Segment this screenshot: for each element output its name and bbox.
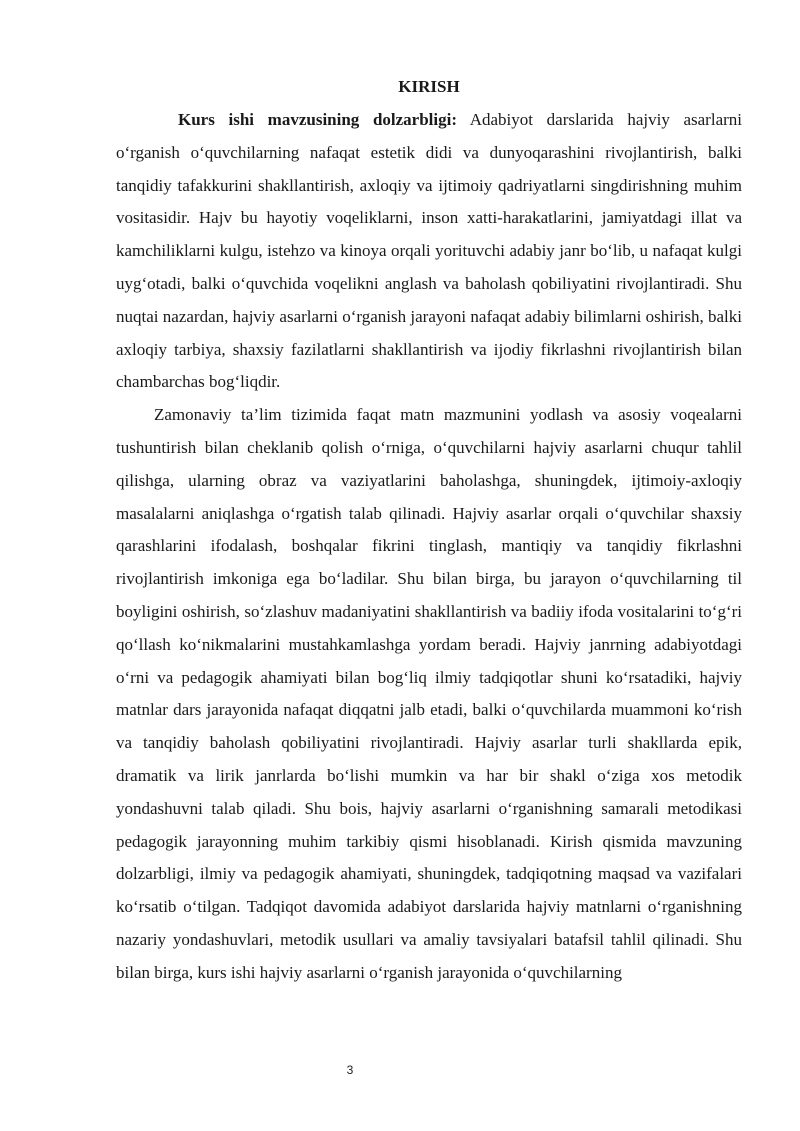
document-page [116, 72, 742, 990]
paragraph-modern-education: Zamonaviy ta’lim tizimida faqat matn mazmunini yodlash va asosiy voqealarni tushuntirish bilan cheklanib qolish o‘rniga, o‘quvchilarni hajviy asarlarni chuqur tahlil qilishga, ularning obraz va vaziyatlarini baholashga, shuningdek, ijtimoiy-axloqiy masalalarni aniqlashga o‘rgatish talab qilinadi. Hajviy asarlar orqali o‘quvchilar shaxsiy qarashlarini ifodalash, boshqalar fikrini tinglash, mantiqiy va tanqidiy fikrlashni rivojlantirish imkoniga ega bo‘ladilar. Shu bilan birga, bu jarayon o‘quvchilarning til boyligini oshirish, so‘zlashuv madaniyatini shakllantirish va badiiy ifoda vositalarini to‘g‘ri qo‘llash ko‘nikmalarini mustahkamlashga yordam beradi. Hajviy janrning adabiyotdagi o‘rni va pedagogik ahamiyati bilan bog‘liq ilmiy tadqiqotlar shuni ko‘rsatadiki, hajviy matnlar dars jarayonida nafaqat diqqatni jalb etadi, balki o‘quvchilarda muammoni ko‘rish va tanqidiy baholash qobiliyatini rivojlantiradi. Hajviy asarlar turli shakllarda epik, dramatik va lirik janrlarda bo‘lishi mumkin va har bir shakl o‘ziga xos metodik yondashuvni talab qiladi. Shu bois, hajviy asarlarni o‘rganishning samarali metodikasi pedagogik jarayonning muhim tarkibiy qismi hisoblanadi. Kirish qismida mavzuning dolzarbligi, ilmiy va pedagogik ahamiyati, shuningdek, tadqiqotning maqsad va vazifalari ko‘rsatib o‘tilgan. Tadqiqot davomida adabiyot darslarida hajviy matnlarni o‘rganishning nazariy yondashuvlari, metodik usullari va amaliy tavsiyalari batafsil tahlil qilinadi. Shu bilan birga, kurs ishi hajviy asarlarni o‘rganish jarayonida o‘quvchilarning [116, 405, 742, 982]
paragraph-lead: Kurs ishi mavzusining dolzarbligi: [178, 110, 458, 129]
paragraph-relevance [116, 104, 742, 399]
page-number: 3 [346, 1063, 354, 1077]
section-heading: KIRISH [398, 77, 460, 96]
paragraph-body: Adabiyot darslarida hajviy asarlarni o‘rganish o‘quvchilarning nafaqat estetik didi va dunyoqarashini rivojlantirish, balki tanqidiy tafakkurini shakllantirish, axloqiy va ijtimoiy qadriyatlarni singdirishning muhim vositasidir. Hajv bu hayotiy voqeliklarni, inson xatti-harakatlarini, jamiyatdagi illat va kamchiliklarni kulgu, istehzo va kinoya orqali yorituvchi adabiy janr bo‘lib, u nafaqat kulgi uyg‘otadi, balki o‘quvchida voqelikni anglash va baholash qobiliyatini rivojlantiradi. Shu nuqtai nazardan, hajviy asarlarni o‘rganish jarayoni nafaqat adabiy bilimlarni oshirish, balki axloqiy tarbiya, shaxsiy fazilatlarni shakllantirish va ijodiy fikrlashni rivojlantirish bilan chambarchas bog‘liqdir. [116, 110, 742, 392]
